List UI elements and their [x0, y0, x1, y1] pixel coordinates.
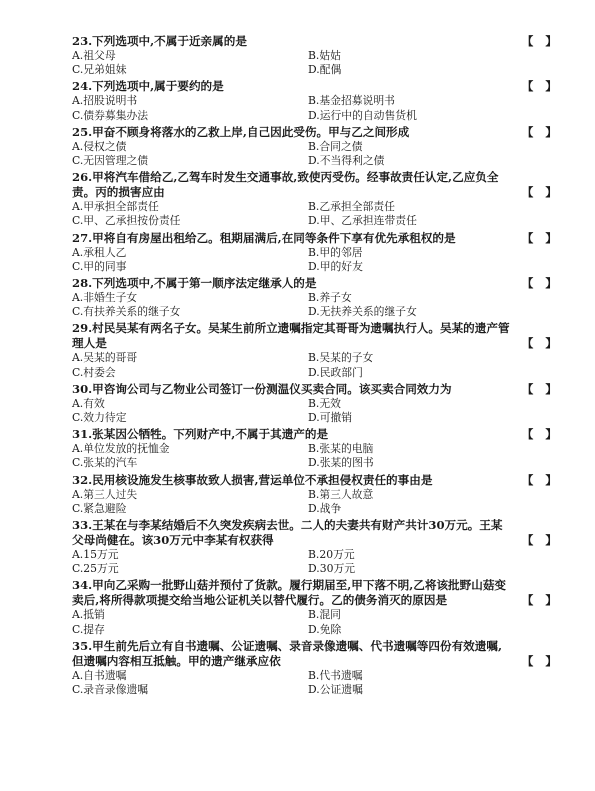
option-b: B.合同之债	[308, 139, 363, 153]
options	[72, 94, 571, 122]
option-b: B.姑姑	[308, 49, 341, 62]
question-35	[72, 639, 571, 697]
option-d: D.可撤销	[308, 411, 353, 425]
option-b: B.甲的邻居	[308, 245, 363, 259]
option-c: C.张某的汽车	[72, 456, 138, 470]
answer-bracket: 【 】	[521, 533, 557, 548]
options	[72, 200, 571, 228]
answer-bracket: 【 】	[521, 185, 557, 200]
options	[72, 140, 571, 168]
option-c: C.提存	[72, 622, 105, 636]
option-c: C.兄弟姐妹	[72, 63, 127, 77]
option-d: D.30万元	[308, 562, 356, 576]
option-a: A.吴某的哥哥	[72, 351, 138, 365]
question-stem: 30.甲咨询公司与乙物业公司签订一份测温仪买卖合同。该买卖合同效力为 【 】	[72, 381, 557, 396]
options	[72, 488, 571, 516]
answer-bracket: 【 】	[521, 124, 557, 139]
option-b: B.张某的电脑	[308, 442, 374, 456]
option-d: D.公证遗嘱	[308, 683, 363, 697]
option-a: A.单位发放的抚恤金	[72, 442, 170, 456]
options	[72, 669, 571, 697]
option-b: B.养子女	[308, 291, 352, 305]
option-c: C.25万元	[72, 562, 119, 576]
option-a: A.抵销	[72, 608, 105, 622]
option-a: A.自书遗嘱	[72, 668, 127, 682]
option-b: B.基金招募说明书	[308, 94, 395, 108]
option-d: D.免除	[308, 622, 342, 636]
option-d: D.甲、乙承担连带责任	[308, 214, 417, 228]
option-b: B.无效	[308, 396, 341, 410]
question-stem: 31.张某因公牺牲。下列财产中,不属于其遗产的是 【 】	[72, 427, 557, 442]
question-stem: 24.下列选项中,属于要约的是 【 】	[72, 79, 557, 94]
option-b: B.混同	[308, 608, 341, 622]
question-30	[72, 382, 571, 425]
question-27	[72, 231, 571, 274]
option-a: A.15万元	[72, 548, 119, 562]
question-34	[72, 578, 571, 636]
options	[72, 291, 571, 319]
answer-bracket: 【 】	[521, 79, 557, 94]
question-32	[72, 473, 571, 516]
question-31	[72, 427, 571, 470]
question-stem: 26.甲将汽车借给乙,乙驾车时发生交通事故,致使丙受伤。经事故责任认定,乙应负全责。丙的损害应由 【 】	[72, 170, 557, 200]
option-a: A.非婚生子女	[72, 291, 138, 305]
answer-bracket: 【 】	[521, 472, 557, 487]
option-c: C.甲的同事	[72, 259, 127, 273]
question-24	[72, 79, 571, 122]
question-stem: 27.甲将自有房屋出租给乙。租期届满后,在同等条件下享有优先承租权的是 【 】	[72, 230, 557, 245]
option-b: B.乙承担全部责任	[308, 200, 395, 214]
option-a: A.有效	[72, 396, 105, 410]
answer-bracket: 【 】	[521, 427, 557, 442]
option-b: B.代书遗嘱	[308, 668, 363, 682]
option-a: A.承租人乙	[72, 245, 127, 259]
answer-bracket: 【 】	[521, 230, 557, 245]
question-stem: 34.甲向乙采购一批野山菇并预付了货款。履行期届至,甲下落不明,乙将该批野山菇变卖后,将所得款项提交给当地公证机关以替代履行。乙的债务消灭的原因是 【 】	[72, 578, 557, 608]
option-d: D.运行中的自动售货机	[308, 108, 417, 122]
option-c: C.有扶养关系的继子女	[72, 305, 181, 319]
question-stem: 35.甲生前先后立有自书遗嘱、公证遗嘱、录音录像遗嘱、代书遗嘱等四份有效遗嘱,但遗嘱内容相互抵触。甲的遗产继承应依 【 】	[72, 638, 557, 668]
option-d: D.无扶养关系的继子女	[308, 305, 417, 319]
option-c: C.甲、乙承担按份责任	[72, 214, 181, 228]
question-25	[72, 125, 571, 168]
option-c: C.录音录像遗嘱	[72, 683, 149, 697]
answer-bracket: 【 】	[521, 336, 557, 351]
option-d: D.甲的好友	[308, 259, 363, 273]
question-stem: 28.下列选项中,不属于第一顺序法定继承人的是 【 】	[72, 276, 557, 291]
answer-bracket: 【 】	[521, 381, 557, 396]
option-c: C.债券募集办法	[72, 108, 149, 122]
option-c: C.效力待定	[72, 411, 127, 425]
option-a: A.祖父母	[72, 49, 116, 62]
question-stem: 29.村民吴某有两名子女。吴某生前所立遗嘱指定其哥哥为遗嘱执行人。吴某的遗产管理人是 【 】	[72, 321, 557, 351]
options	[72, 351, 571, 379]
question-stem: 33.王某在与李某结婚后不久突发疾病去世。二人的夫妻共有财产共计30万元。王某父母尚健在。该30万元中李某有权获得 【 】	[72, 518, 557, 548]
question-26	[72, 170, 571, 228]
question-28	[72, 276, 571, 319]
option-d: D.张某的图书	[308, 456, 374, 470]
options	[72, 442, 571, 470]
option-d: D.民政部门	[308, 365, 363, 379]
option-d: D.战争	[308, 501, 342, 515]
option-b: B.吴某的子女	[308, 351, 374, 365]
option-b: B.第三人故意	[308, 487, 374, 501]
answer-bracket: 【 】	[521, 653, 557, 668]
option-c: C.无因管理之债	[72, 154, 149, 168]
options	[72, 246, 571, 274]
option-d: D.不当得利之债	[308, 154, 385, 168]
option-a: A.第三人过失	[72, 487, 138, 501]
option-d: D.配偶	[308, 63, 342, 77]
question-33	[72, 518, 571, 576]
options	[72, 397, 571, 425]
answer-bracket: 【 】	[521, 593, 557, 608]
options	[72, 548, 571, 576]
option-a: A.招股说明书	[72, 94, 138, 108]
option-b: B.20万元	[308, 548, 355, 562]
option-a: A.甲承担全部责任	[72, 200, 159, 214]
options	[72, 49, 571, 77]
question-29	[72, 321, 571, 379]
question-23	[72, 34, 571, 77]
answer-bracket: 【 】	[521, 276, 557, 291]
question-stem: 23.下列选项中,不属于近亲属的是 【 】	[72, 34, 557, 48]
option-c: C.村委会	[72, 365, 116, 379]
question-stem: 25.甲奋不顾身将落水的乙救上岸,自己因此受伤。甲与乙之间形成 【 】	[72, 124, 557, 139]
answer-bracket: 【 】	[521, 34, 557, 48]
option-c: C.紧急避险	[72, 501, 127, 515]
option-a: A.侵权之债	[72, 139, 127, 153]
options	[72, 608, 571, 636]
question-stem: 32.民用核设施发生核事故致人损害,营运单位不承担侵权责任的事由是 【 】	[72, 472, 557, 487]
